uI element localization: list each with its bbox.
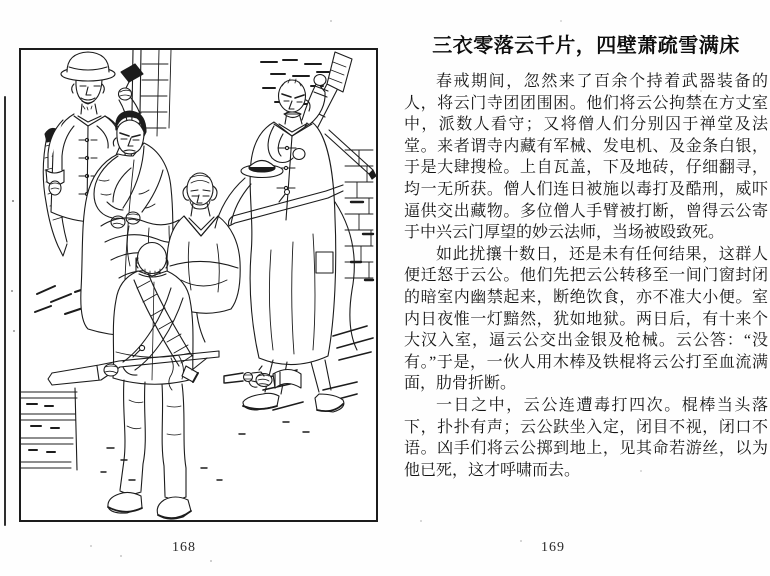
chapter-title: 三衣零落云千片，四壁萧疏雪满床	[432, 35, 740, 57]
body-paragraph: 如此扰攘十数日，还是未有任何结果，这群人便迁怒于云公。他们先把云公转移至一间门窗封闭的暗室内幽禁起来，断绝饮食，亦不准大小便。室内日夜惟一灯黯然，犹如地狱。两日后，有十来个大汉入室，逼云公交出金银及枪械。云公答：“没有。”于是，一伙人用木棒及铁棍将云公打至血流满面，肋骨折断。	[404, 245, 768, 393]
page-number-right: 169	[541, 540, 565, 555]
page-number-left: 168	[172, 540, 196, 555]
scan-edge-line	[4, 96, 6, 526]
illustration-panel	[19, 48, 378, 522]
scan-noise	[0, 0, 2, 2]
text-page	[404, 34, 768, 481]
body-paragraph: 春戒期间，忽然来了百余个持着武器装备的人，将云门寺团团围困。他们将云公拘禁在方丈室中，派数人看守；又将僧人们分别囚于禅堂及法堂。来者谓寺内藏有军械、发电机、及金条白银，于是大肆搜检。上自瓦盖，下及地砖，仔细翻寻，均一无所获。僧人们连日被施以毒打及酷刑，威吓逼供交出藏物。多位僧人手臂被打断，曾得云公寄于中兴云门厚望的妙云法师，当场被殴致死。	[404, 73, 768, 242]
figure-bald-villain	[243, 52, 376, 412]
body-paragraph: 一日之中，云公连遭毒打四次。棍棒当头落下，扑扑有声；云公趺坐入定，闭目不视，闭口不语。凶手们将云公掷到地上，见其命若游丝，以为他已死，这才呼啸而去。	[404, 396, 768, 479]
illustration-drawing	[21, 50, 376, 520]
